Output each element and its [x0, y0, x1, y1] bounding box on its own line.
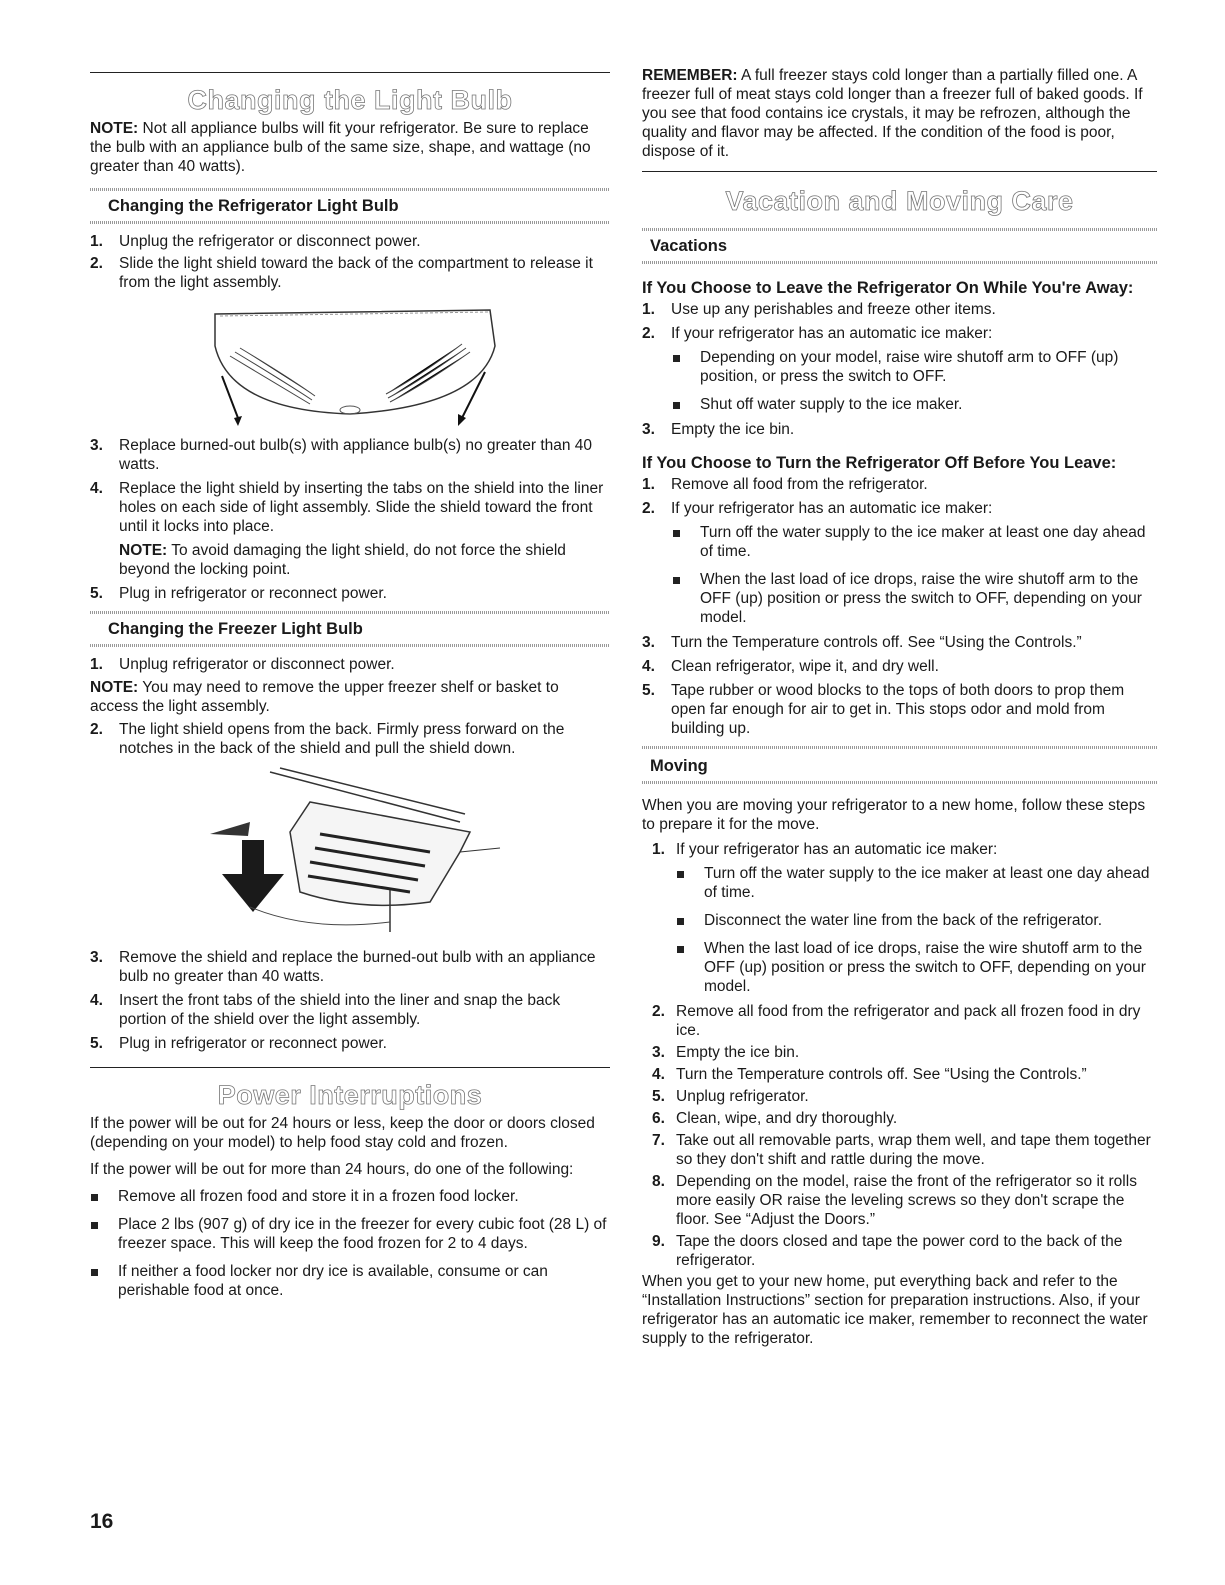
list-item: 2. If your refrigerator has an automatic ice maker:: [642, 325, 993, 342]
list-item: 2. Remove all food from the refrigerator and pack all frozen food in dry ice.: [652, 1003, 1141, 1039]
note-freezer-shelf: NOTE: You may need to remove the upper freezer shelf or basket to access the light assembly.: [90, 679, 559, 715]
freezer-light-shield-illustration: [160, 762, 540, 942]
list-item: 5. Unplug refrigerator.: [652, 1088, 809, 1105]
list-item: 4. Turn the Temperature controls off. See “Using the Controls.”: [652, 1066, 1087, 1083]
list-item: 2. If your refrigerator has an automatic ice maker:: [642, 500, 993, 517]
dotted-rule: [90, 644, 610, 647]
subhead-freezer-bulb: Changing the Freezer Light Bulb: [108, 620, 363, 638]
left-column: [90, 62, 610, 1300]
remember-paragraph: REMEMBER: A full freezer stays cold longer than a partially filled one. A freezer full of meat stays cold longer than a freezer full of baked goods. If you see that food contains ice crystals, it may be refrozen, although the quality and flavor may be affected. If the condition of the food is poor, dispose of it.: [642, 67, 1143, 160]
section-rule: [642, 171, 1157, 172]
list-item: Place 2 lbs (907 g) of dry ice in the freezer for every cubic foot (28 L) of freezer space. This will keep the food frozen for 2 to 4 days.: [90, 1215, 610, 1253]
dotted-rule: [642, 228, 1157, 231]
dotted-rule: [90, 611, 610, 614]
remember-label: REMEMBER:: [642, 67, 738, 84]
list-item: 5. Plug in refrigerator or reconnect power.: [90, 585, 387, 602]
list-item: 4. Replace the light shield by inserting the tabs on the shield into the liner holes on each side of light assembly. Slide the shield toward the front until it locks into place.: [90, 480, 604, 535]
turn-off-bullets: [642, 523, 1157, 627]
dotted-rule: [642, 261, 1157, 264]
list-item: 3. Replace burned-out bulb(s) with appliance bulb(s) no greater than 40 watts.: [90, 437, 593, 473]
moving-steps: [642, 840, 1157, 1270]
list-item: 5. Tape rubber or wood blocks to the tops of both doors to prop them open far enough for air to get in. This stops odor and mold from building up.: [642, 682, 1125, 737]
list-item: 7. Take out all removable parts, wrap them well, and tape them together so they don't shift and rattle during the move.: [652, 1132, 1151, 1168]
dotted-rule: [90, 188, 610, 191]
list-item: 3. Empty the ice bin.: [652, 1044, 800, 1061]
freezer-steps-b: [90, 948, 610, 1053]
leave-on-bullets: [642, 348, 1157, 414]
list-item: 9. Tape the doors closed and tape the power cord to the back of the refrigerator.: [652, 1233, 1123, 1269]
dotted-rule: [642, 781, 1157, 784]
list-item: 1. Remove all food from the refrigerator.: [642, 476, 928, 493]
list-item: 3. Turn the Temperature controls off. See “Using the Controls.”: [642, 634, 1082, 651]
section-title-light-bulb: Changing the Light Bulb: [187, 85, 513, 115]
moving-outro: When you get to your new home, put everything back and refer to the “Installation Instructions” section for preparation instructions. Also, if your refrigerator has an automatic ice maker, remember to reconnect the water supply to the refrigerator.: [642, 1273, 1148, 1347]
turn-off-steps: [642, 475, 1157, 738]
fridge-steps-a: [90, 232, 610, 292]
list-item: When the last load of ice drops, raise the wire shutoff arm to the OFF (up) position or press the switch to OFF, depending on your model.: [672, 570, 1157, 627]
subhead-vacations: Vacations: [650, 237, 728, 255]
right-column: [642, 66, 1157, 1348]
list-item: 2. Slide the light shield toward the back of the compartment to release it from the light assembly.: [90, 255, 593, 291]
list-item: If neither a food locker nor dry ice is available, consume or can perishable food at once.: [90, 1262, 610, 1300]
moving-bullets: [652, 864, 1157, 996]
list-item: 1. Unplug the refrigerator or disconnect power.: [90, 233, 421, 250]
list-item: 1. Unplug refrigerator or disconnect power.: [90, 656, 395, 673]
list-item: 3. Remove the shield and replace the burned-out bulb with an appliance bulb no greater than 40 watts.: [90, 949, 596, 985]
subhead-leave-on: If You Choose to Leave the Refrigerator On While You're Away:: [642, 279, 1134, 297]
moving-intro: When you are moving your refrigerator to a new home, follow these steps to prepare it for the move.: [642, 797, 1146, 833]
list-item: Depending on your model, raise wire shutoff arm to OFF (up) position, or press the switch to OFF.: [672, 348, 1157, 386]
list-item: 4. Insert the front tabs of the shield into the liner and snap the back portion of the shield over the light assembly.: [90, 992, 561, 1028]
list-item: Turn off the water supply to the ice maker at least one day ahead of time.: [676, 864, 1157, 902]
refrigerator-light-shield-illustration: [200, 306, 500, 426]
section-rule: [90, 1067, 610, 1068]
list-item: 3. Empty the ice bin.: [642, 421, 795, 438]
subhead-moving: Moving: [650, 757, 708, 775]
dotted-rule: [90, 221, 610, 224]
note-label: NOTE:: [90, 120, 139, 137]
page-number: 16: [90, 1510, 114, 1533]
list-item: Turn off the water supply to the ice maker at least one day ahead of time.: [672, 523, 1157, 561]
section-title-vacation: Vacation and Moving Care: [725, 186, 1074, 216]
note-bulbs: [90, 119, 610, 176]
list-item: 8. Depending on the model, raise the front of the refrigerator so it rolls more easily OR raise the leveling screws so they don't scrape the floor. See “Adjust the Doors.”: [652, 1173, 1137, 1228]
power-paragraph-1: If the power will be out for 24 hours or less, keep the door or doors closed (depending on your model) to help food stay cold and frozen.: [90, 1115, 595, 1151]
list-item: 5. Plug in refrigerator or reconnect power.: [90, 1035, 387, 1052]
list-item: When the last load of ice drops, raise the wire shutoff arm to the OFF (up) position or press the switch to OFF, depending on your model.: [676, 939, 1157, 996]
power-paragraph-2: If the power will be out for more than 24 hours, do one of the following:: [90, 1161, 574, 1178]
list-item: 2. The light shield opens from the back. Firmly press forward on the notches in the back of the shield and pull the shield down.: [90, 721, 565, 757]
list-item: Shut off water supply to the ice maker.: [672, 395, 1157, 414]
list-item: 6. Clean, wipe, and dry thoroughly.: [652, 1110, 898, 1127]
subhead-turn-off: If You Choose to Turn the Refrigerator Off Before You Leave:: [642, 454, 1117, 472]
freezer-steps-a: [90, 655, 610, 758]
section-title-power: Power Interruptions: [217, 1080, 483, 1110]
list-item: 1. Use up any perishables and freeze other items.: [642, 301, 996, 318]
note-text: Not all appliance bulbs will fit your refrigerator. Be sure to replace the bulb with an appliance bulb of the same size, shape, and wattage (no greater than 40 watts).: [90, 120, 591, 175]
leave-on-steps: [642, 300, 1157, 439]
list-item: Disconnect the water line from the back of the refrigerator.: [676, 911, 1157, 930]
list-item: 4. Clean refrigerator, wipe it, and dry well.: [642, 658, 939, 675]
fridge-steps-b: [90, 436, 610, 603]
list-item: Remove all frozen food and store it in a frozen food locker.: [90, 1187, 610, 1206]
section-rule: [90, 72, 610, 73]
dotted-rule: [642, 746, 1157, 749]
power-bullets: [90, 1187, 610, 1300]
subhead-refrigerator-bulb: Changing the Refrigerator Light Bulb: [108, 197, 399, 215]
list-item: 1. If your refrigerator has an automatic ice maker:: [652, 841, 998, 858]
note-light-shield: NOTE: To avoid damaging the light shield, do not force the shield beyond the locking point.: [119, 542, 566, 578]
